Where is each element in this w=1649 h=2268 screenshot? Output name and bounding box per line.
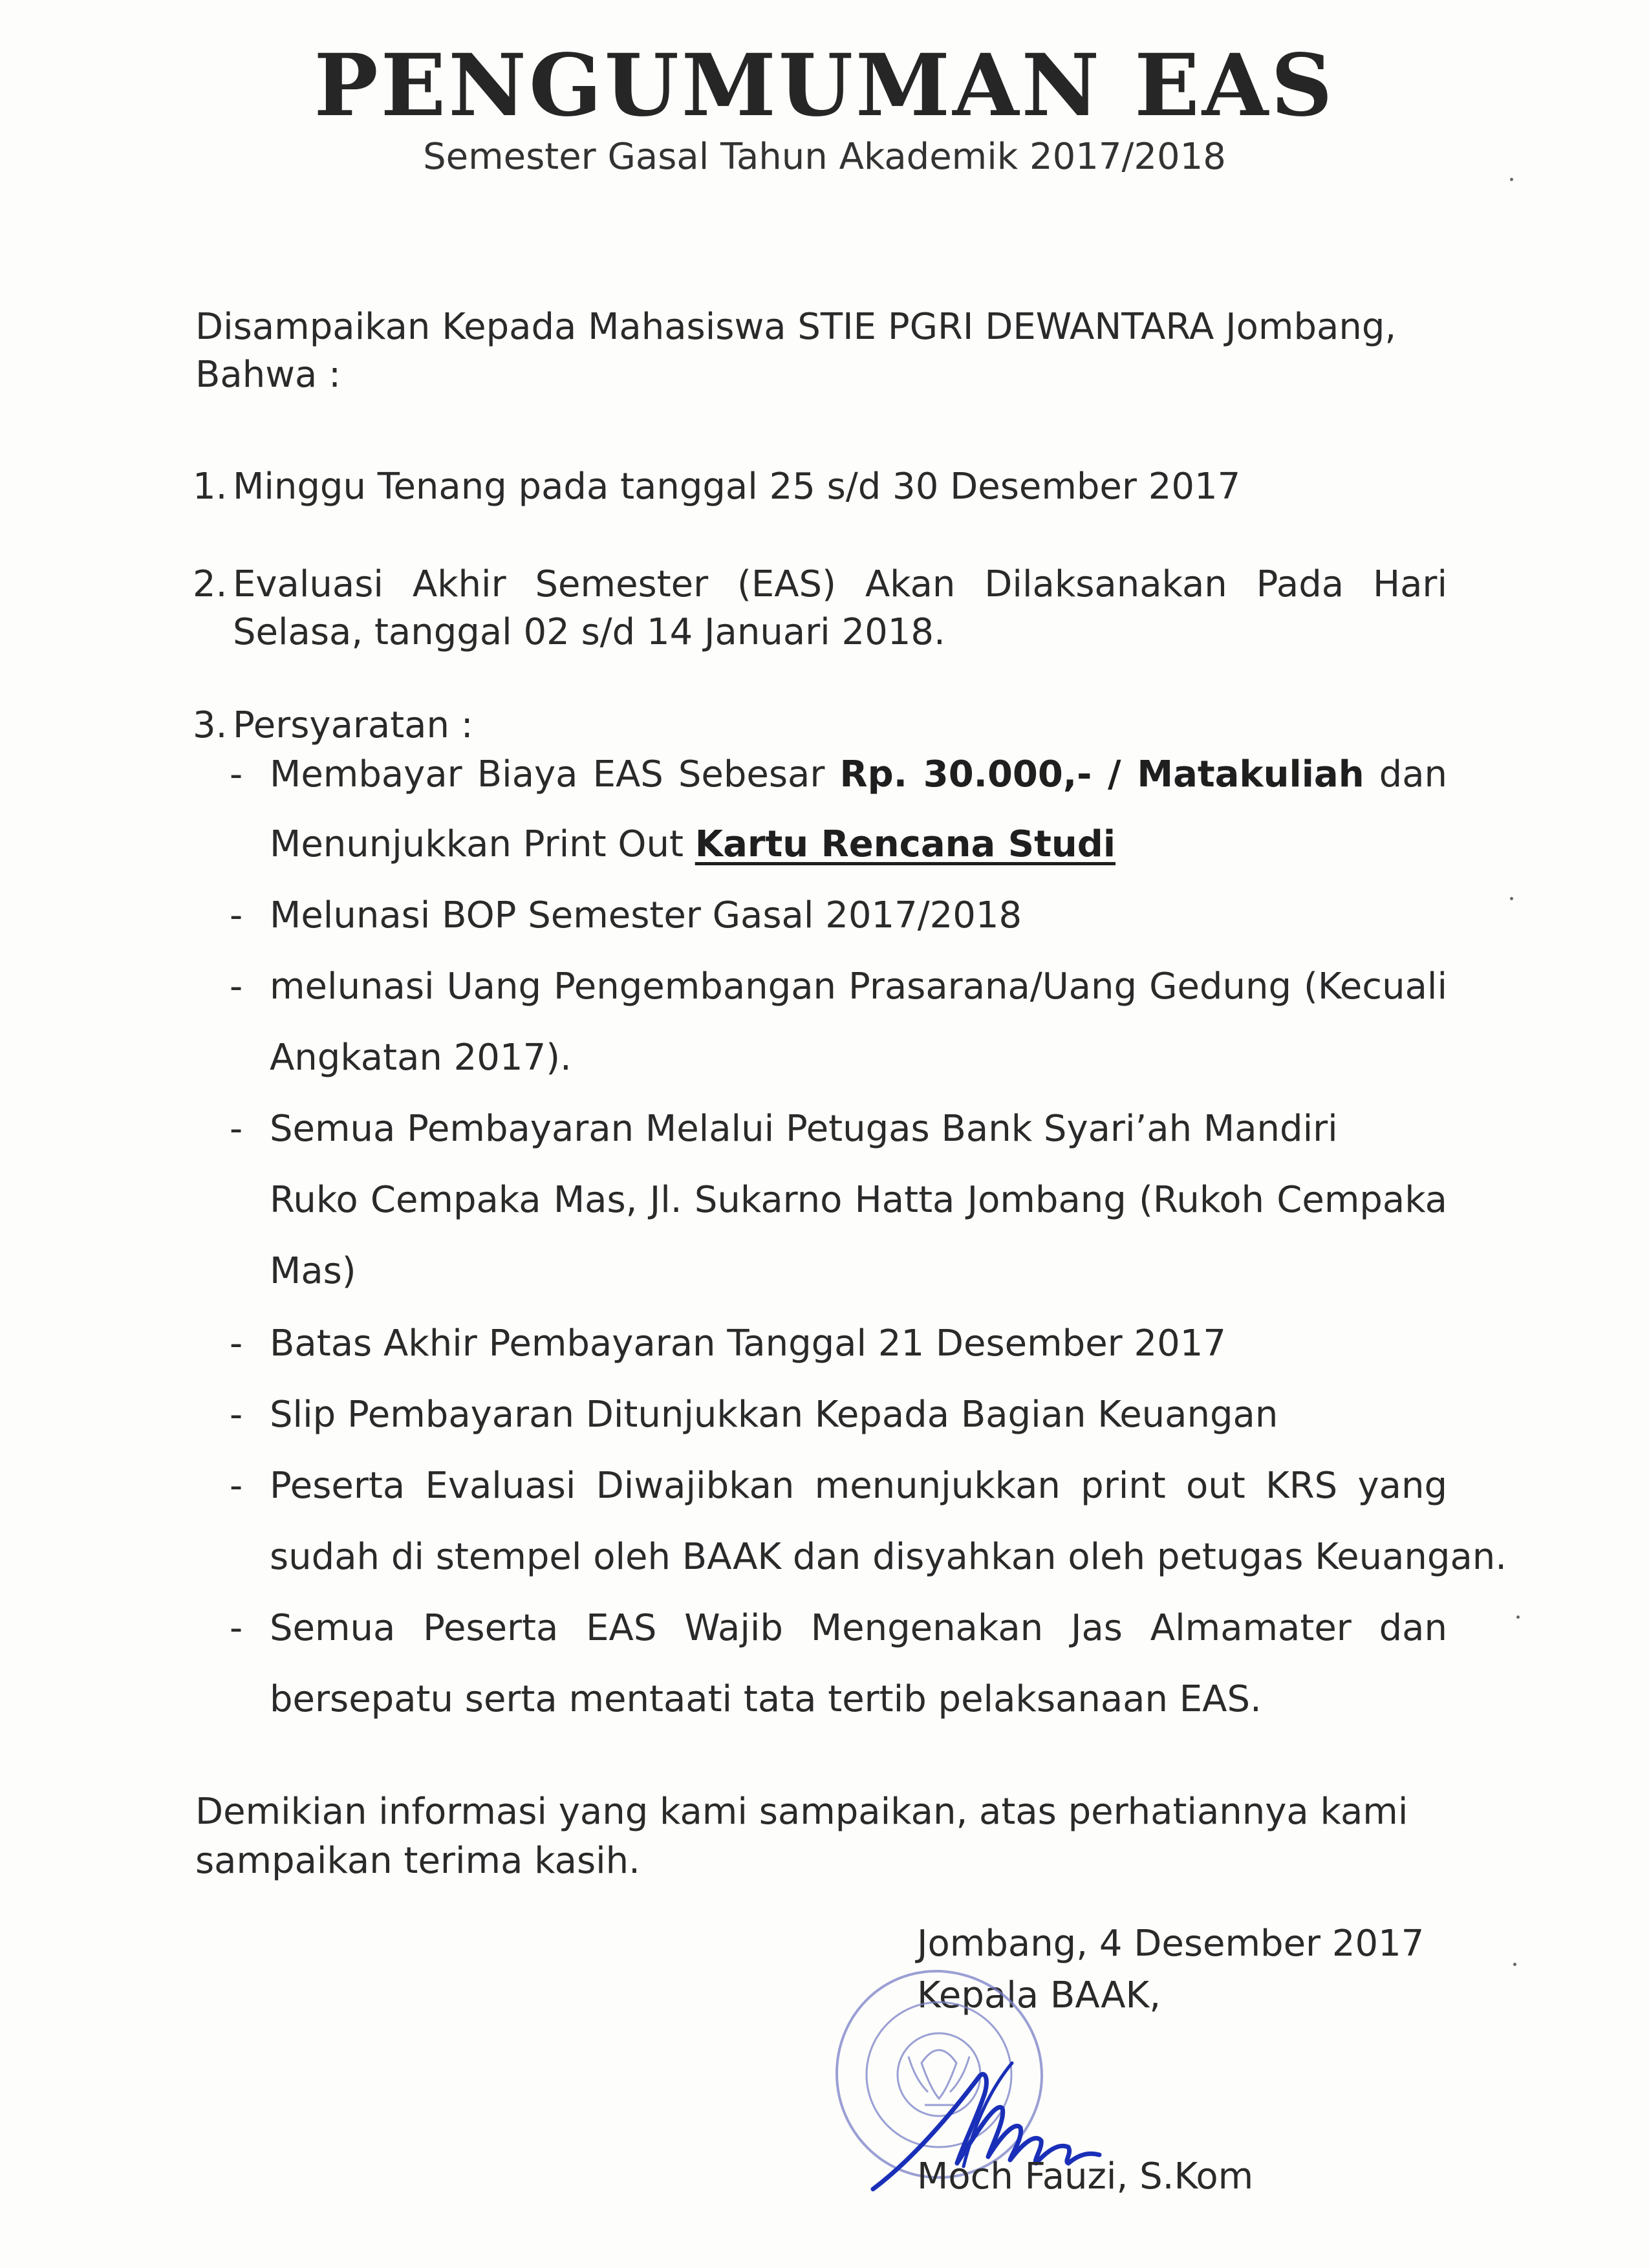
item-3-number: 3.: [193, 704, 228, 746]
req-3-line-2: Angkatan 2017).: [270, 1037, 572, 1079]
req-3-dash: -: [230, 966, 243, 1008]
intro-line-1: Disampaikan Kepada Mahasiswa STIE PGRI DEWANTARA Jombang,: [195, 306, 1397, 348]
req-7-line-1: Peserta Evaluasi Diwajibkan menunjukkan print out KRS yang: [270, 1465, 1447, 1507]
item-1-text: Minggu Tenang pada tanggal 25 s/d 30 Desember 2017: [233, 466, 1241, 508]
scan-speck: [1510, 178, 1513, 181]
req-6-text: Slip Pembayaran Ditunjukkan Kepada Bagian Keuangan: [270, 1394, 1278, 1436]
req-2-text: Melunasi BOP Semester Gasal 2017/2018: [270, 894, 1022, 936]
scan-speck: [1513, 1963, 1516, 1966]
req-2-dash: -: [230, 894, 243, 936]
req-1-krs: Kartu Rencana Studi: [695, 823, 1116, 865]
req-5-dash: -: [230, 1323, 243, 1365]
scan-speck: [1516, 1615, 1520, 1619]
place-date: Jombang, 4 Desember 2017: [917, 1923, 1425, 1965]
req-8-dash: -: [230, 1607, 243, 1649]
signer-name: Moch Fauzi, S.Kom: [917, 2155, 1254, 2198]
req-1-pre: Membayar Biaya EAS Sebesar: [270, 753, 840, 795]
req-1-line-1: [270, 751, 1447, 798]
page-title: PENGUMUMAN EAS: [314, 36, 1335, 136]
req-4-line-1: Semua Pembayaran Melalui Petugas Bank Syari’ah Mandiri: [270, 1108, 1338, 1150]
req-4-dash: -: [230, 1108, 243, 1150]
req-7-dash: -: [230, 1465, 243, 1507]
req-4-line-3: Mas): [270, 1250, 356, 1292]
item-2-line-1: Evaluasi Akhir Semester (EAS) Akan Dilaksanakan Pada Hari: [233, 563, 1447, 605]
req-4-line-2: Ruko Cempaka Mas, Jl. Sukarno Hatta Jombang (Rukoh Cempaka: [270, 1179, 1447, 1221]
req-8-line-2: bersepatu serta mentaati tata tertib pelaksanaan EAS.: [270, 1678, 1262, 1720]
closing-line-2: sampaikan terima kasih.: [195, 1840, 640, 1882]
req-1-fee: Rp. 30.000,- / Matakuliah: [839, 753, 1364, 795]
req-8-line-1: Semua Peserta EAS Wajib Mengenakan Jas Almamater dan: [270, 1607, 1447, 1649]
item-2-line-2: Selasa, tanggal 02 s/d 14 Januari 2018.: [233, 611, 945, 653]
page-subtitle: Semester Gasal Tahun Akademik 2017/2018: [423, 136, 1226, 178]
req-6-dash: -: [230, 1394, 243, 1436]
closing-line-1: Demikian informasi yang kami sampaikan, atas perhatiannya kami: [195, 1791, 1408, 1833]
req-1-line-2: [270, 821, 1116, 868]
req-7-line-2: sudah di stempel oleh BAAK dan disyahkan oleh petugas Keuangan.: [270, 1536, 1507, 1578]
item-2-number: 2.: [193, 563, 228, 605]
req-5-text: Batas Akhir Pembayaran Tanggal 21 Desember 2017: [270, 1323, 1226, 1365]
intro-line-2: Bahwa :: [195, 354, 341, 396]
signer-position: Kepala BAAK,: [917, 1974, 1161, 2016]
item-3-text: Persyaratan :: [233, 704, 473, 746]
req-1-post: dan: [1364, 753, 1448, 795]
req-1-line-2-pre: Menunjukkan Print Out: [270, 823, 695, 865]
scan-speck: [1510, 897, 1513, 900]
req-3-line-1: melunasi Uang Pengembangan Prasarana/Uang Gedung (Kecuali: [270, 966, 1447, 1008]
req-1-dash: -: [230, 753, 243, 795]
item-1-number: 1.: [193, 466, 228, 508]
